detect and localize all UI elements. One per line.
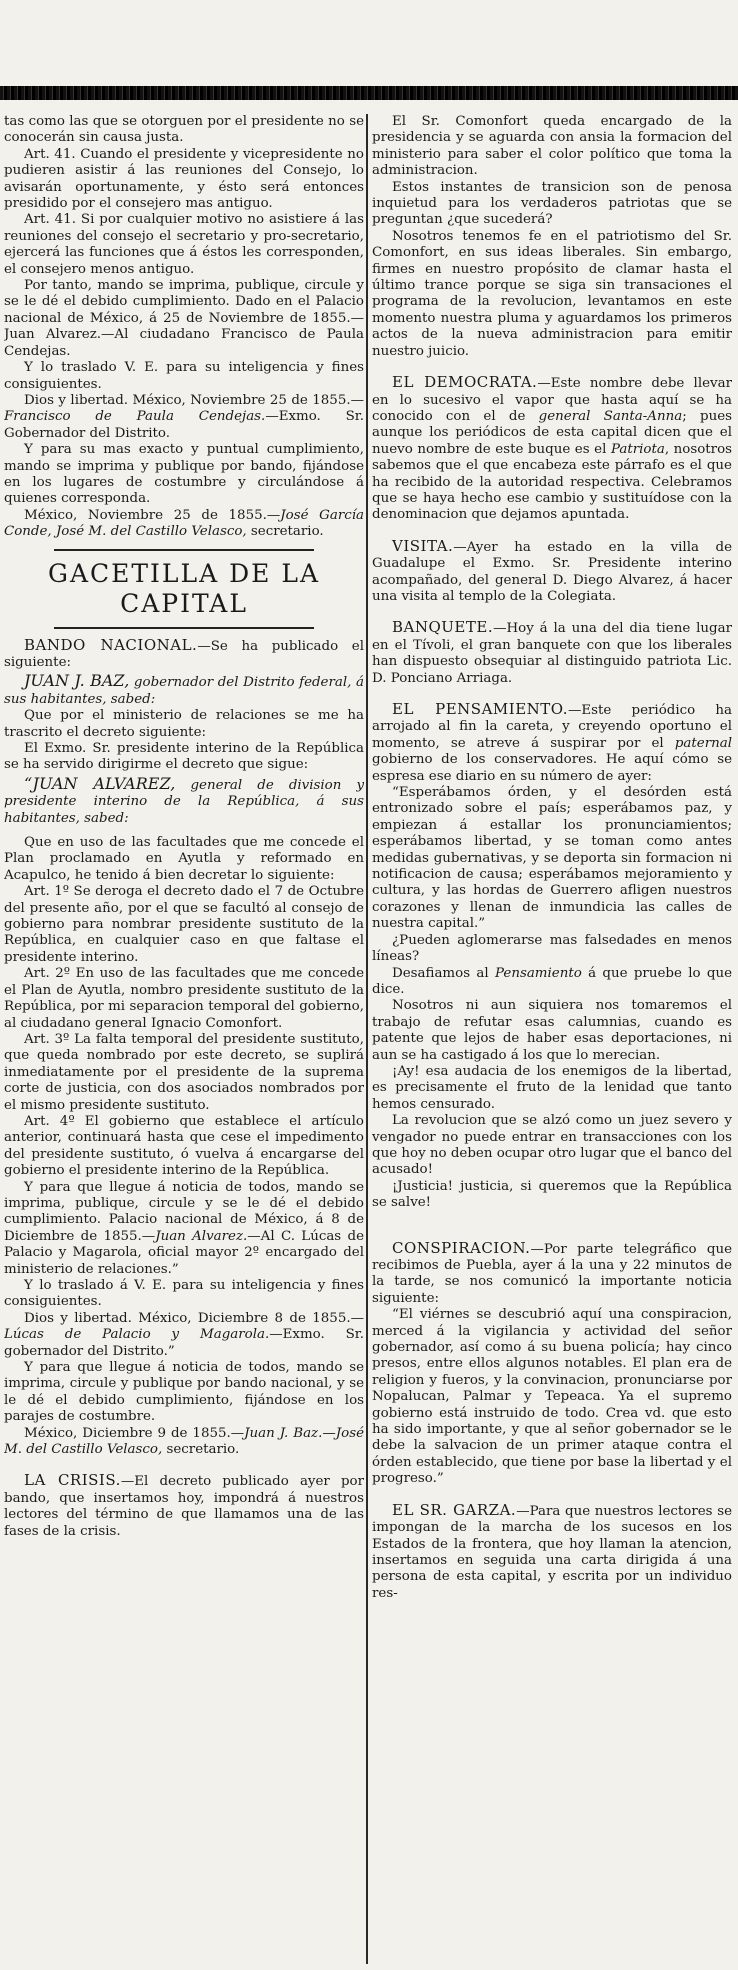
text: —Hoy á la una del dia tiene lugar en el Tívoli, el gran banquete con que los liberales han dispuesto obsequiar al distinguido patriota Lic. D. Ponciano Arriaga.	[372, 621, 732, 686]
article: Art. 3º La falta temporal del presidente sustituto, que queda nombrado por este decreto, se suplirá inmediatamente por el presidente de la suprema corte de justicia, con dos asociados nombrados por el mismo presidente sustituto.	[4, 1031, 364, 1113]
text: general Santa-Anna	[538, 408, 683, 424]
text: secretario.	[246, 524, 324, 540]
text: ; pues aunque los periódicos de esta capital dicen que el nuevo nombre de este buque es el	[372, 408, 732, 457]
text: secretario.	[162, 1442, 240, 1458]
text: á que pruebe lo que dice.	[372, 965, 732, 997]
paragraph: Art. 41. Cuando el presidente y vicepresidente no pudieren asistir á las reuniones del Consejo, lo avisarán oportunamente, y ésto será entonces presidido por el consejero mas antiguo.	[4, 146, 364, 212]
paragraph	[372, 538, 732, 606]
text: Dios y libertad. México, Diciembre 8 de 1855.—	[24, 1310, 364, 1326]
right-column	[372, 114, 732, 1964]
paragraph: Que por el ministerio de relaciones se me ha trascrito el decreto siguiente:	[4, 708, 364, 740]
paragraph: Estos instantes de transicion son de penosa inquietud para los verdaderos patriotas que se preguntan ¿que sucederá?	[372, 179, 732, 228]
paragraph: El Sr. Comonfort queda encargado de la presidencia y se aguarda con ansia la formacion del ministerio para saber el color político que toma la administracion.	[372, 114, 732, 179]
paragraph	[4, 774, 364, 827]
item-heading: CONSPIRACION.	[392, 1238, 531, 1257]
paragraph	[372, 966, 732, 999]
text: —Para que nuestros lectores se impongan de la marcha de los sucesos en los Estados de la frontera, que hoy llaman la atencion, insertamos en seguida una carta dirigida á una persona de esta capital, y escrita por un individuo res-	[372, 1503, 732, 1601]
text: Pensamiento	[494, 965, 582, 981]
paragraph: ¡Justicia! justicia, si queremos que la República se salve!	[372, 1178, 732, 1211]
left-column	[4, 114, 364, 1964]
section-title: GACETILLA DE LA CAPITAL	[47, 558, 321, 618]
item-heading: BANQUETE.	[392, 618, 494, 637]
paragraph: Nosotros tenemos fe en el patriotismo del Sr. Comonfort, en sus ideas liberales. Sin embargo, firmes en nuestro propósito de clamar hasta el último trance porque se siga sin transaciones el programa de la revolucion, levantamos en este momento nuestra pluma y aguardamos los primeros actos de la nueva administracion para emitir nuestro juicio.	[372, 228, 732, 359]
separator	[54, 549, 314, 551]
item-heading: EL DEMOCRATA.	[392, 373, 538, 392]
paragraph: Nosotros ni aun siquiera nos tomaremos el trabajo de refutar esas calumnias, cuando es patente que lejos de haber esas deportaciones, ni aun se ha castigado á los que lo merecian.	[372, 998, 732, 1063]
paragraph	[4, 508, 364, 541]
separator	[54, 627, 314, 629]
paragraph	[4, 1472, 364, 1540]
paragraph	[372, 619, 732, 687]
text: —El decreto publicado ayer por bando, que insertamos hoy, impondrá á nuestros lectores del término de que llamamos una de las fases de la crisis.	[4, 1474, 364, 1539]
paragraph: Art. 41. Si por cualquier motivo no asistiere á las reuniones del consejo el secretario y pro-secretario, ejercerá las funciones que á éstos les corresponden, el consejero menos antiguo.	[4, 212, 364, 277]
paragraph: Por tanto, mando se imprima, publique, circule y se le dé el debido cumplimiento. Dado en el Palacio nacional de México, á 25 de Noviembre de 1855.—Juan Alvarez.—Al ciudadano Francisco de Paula Cendejas.	[4, 278, 364, 359]
text: paternal	[674, 735, 732, 751]
text: —Exmo. Sr. gobernador del Distrito.”	[4, 1327, 364, 1359]
signature: Francisco de Paula Cendejas.	[4, 409, 266, 425]
paragraph: Y lo traslado V. E. para su inteligencia y fines consiguientes.	[4, 360, 364, 392]
paragraph: La revolucion que se alzó como un juez severo y vengador no puede entrar en transacciones con los que hoy no deben ocupar otro lugar que el banco del acusado!	[372, 1113, 732, 1178]
text: general de division y presidente interino de la República, á sus habitantes, sabed:	[4, 777, 364, 826]
decree-name: “JUAN ALVAREZ,	[24, 773, 176, 793]
article: Art. 1º Se deroga el decreto dado el 7 de Octubre del presente año, por el que se facultó al consejo de gobierno para nombrar presidente sustituto de la República, en cualquier caso en que faltase el presidente interino.	[4, 884, 364, 965]
paragraph	[372, 701, 732, 785]
paragraph	[4, 671, 364, 708]
text: Dios y libertad. México, Noviembre 25 de 1855.—	[24, 392, 364, 408]
paragraph: Y para su mas exacto y puntual cumplimiento, mando se imprima y publique por bando, fijándose en los lugares de costumbre y circulándose á quienes corresponda.	[4, 442, 364, 507]
text: Y para que llegue á noticia de todos, mando se imprima, publique, circule y se le dé el debido cumplimiento. Palacio nacional de México, á 8 de Diciembre de 1855.—	[4, 1179, 364, 1244]
text: —Ayer ha estado en la villa de Guadalupe el Exmo. Sr. Presidente interino acompañado, del general D. Diego Alvarez, á hacer una visita al templo de la Colegiata.	[372, 539, 732, 604]
paragraph: tas como las que se otorguen por el presidente no se conocerán sin causa justa.	[4, 114, 364, 146]
text: México, Diciembre 9 de 1855.—	[24, 1425, 245, 1441]
paragraph: Y para que llegue á noticia de todos, mando se imprima, circule y publique por bando nacional, y se le dé el debido cumplimiento, fijándose en los parajes de costumbre.	[4, 1360, 364, 1425]
paragraph	[4, 1311, 364, 1360]
paragraph	[372, 1502, 732, 1602]
text: gobernador del Distrito federal, á sus habitantes, sabed:	[4, 675, 364, 707]
text: Desafiamos al	[392, 965, 495, 981]
decree-name: JUAN J. BAZ,	[24, 671, 130, 691]
signature: Juan Alvarez.	[155, 1228, 248, 1244]
paragraph: El Exmo. Sr. presidente interino de la República se ha servido dirigirme el decreto que sigue:	[4, 741, 364, 773]
article: Art. 2º En uso de las facultades que me concede el Plan de Ayutla, nombro presidente sustituto de la República, por mi separacion temporal del gobierno, al ciudadano general Ignacio Comonfort.	[4, 966, 364, 1031]
text: —Por parte telegráfico que recibimos de Puebla, ayer á la una y 22 minutos de la tarde, se nos comunicó la importante noticia siguiente:	[372, 1241, 732, 1306]
text: —Este periódico ha arrojado al fin la careta, y creyendo oportuno el momento, se atreve á suspirar por el	[372, 703, 732, 751]
signature: Lúcas de Palacio y Magarola.	[4, 1327, 270, 1343]
item-heading: VISITA.	[392, 536, 454, 555]
paragraph	[4, 1426, 364, 1459]
quotation: “El viérnes se descubrió aquí una conspiracion, merced á la vigilancia y actividad del señor gobernador, así como á su buena policía; hay cinco presos, entre ellos algunos notables. El plan era de religion y fueros, y la convinacion, pronunciarse por Nopalucan, Palmar y Tepeaca. Ya el supremo gobierno está instruido de todo. Crea vd. que esto ha sido importante, y que al señor gobernador se le debe la salvacion de un primer ataque contra el órden establecido, que tiene por base la libertad y el progreso.”	[372, 1307, 732, 1487]
text: —Este nombre debe llevar en lo sucesivo el vapor que hasta aquí se ha conocido con el de	[372, 376, 732, 424]
item-heading: EL SR. GARZA.	[392, 1500, 517, 1519]
paragraph: ¿Pueden aglomerarse mas falsedades en menos líneas?	[372, 932, 732, 965]
paragraph	[4, 393, 364, 442]
text: gobierno de los conservadores. He aquí cómo se espresa ese diario en su número de ayer:	[372, 752, 732, 784]
quotation: “Esperábamos órden, y el desórden está entronizado sobre el país; esperábamos paz, y empiezan á estallar los pronunciamientos; esperábamos libertad, y se toman como antes medidas gubernativas, y se deporta sin formacion ni notificacion de causa; esperábamos mejoramiento y cultura, y las hordas de Guerrero afligen nuestros corazones y llenan de inmundicia las calles de nuestra capital.”	[372, 785, 732, 932]
article: Art. 4º El gobierno que establece el artículo anterior, continuará hasta que cese el impedimento del presidente sustituto, ó vuelva á encargarse del gobierno el presidente interino de la República.	[4, 1113, 364, 1179]
text: —Exmo. Sr. Gobernador del Distrito.	[4, 409, 364, 441]
paragraph	[4, 1180, 364, 1278]
text: —Se ha publicado el siguiente:	[4, 638, 364, 670]
text: , nosotros sabemos que el que encabeza este párrafo es el que ha recibido de la autoridad respectiva. Celebramos que se haya hecho ese cambio y sustituídose con la denominacion que dejamos apuntada.	[372, 441, 732, 523]
text: —Al C. Lúcas de Palacio y Magarola, oficial mayor 2º encargado del ministerio de relaciones.”	[4, 1228, 364, 1277]
item-heading: LA CRISIS.	[24, 1471, 121, 1490]
paragraph: ¡Ay! esa audacia de los enemigos de la libertad, es precisamente el fruto de la lenidad que tanto hemos censurado.	[372, 1063, 732, 1112]
signature: Juan J. Baz.—José M. del Castillo Velasco,	[4, 1425, 364, 1458]
paragraph: Que en uso de las facultades que me concede el Plan proclamado en Ayutla y reformado en Acapulco, he tenido á bien decretar lo siguiente:	[4, 835, 364, 883]
text: México, Noviembre 25 de 1855.—	[24, 507, 281, 523]
paragraph	[372, 1240, 732, 1308]
top-ornamental-rule	[0, 86, 738, 100]
paragraph	[372, 374, 732, 524]
item-heading: BANDO NACIONAL.	[24, 635, 198, 654]
item-heading: EL PENSAMIENTO.	[392, 700, 568, 718]
column-divider	[366, 114, 368, 1964]
paragraph	[4, 637, 364, 672]
paragraph: Y lo traslado á V. E. para su inteligencia y fines consiguientes.	[4, 1278, 364, 1310]
signature: José García Conde, José M. del Castillo Velasco,	[4, 507, 364, 540]
text: Patriota	[610, 441, 665, 457]
